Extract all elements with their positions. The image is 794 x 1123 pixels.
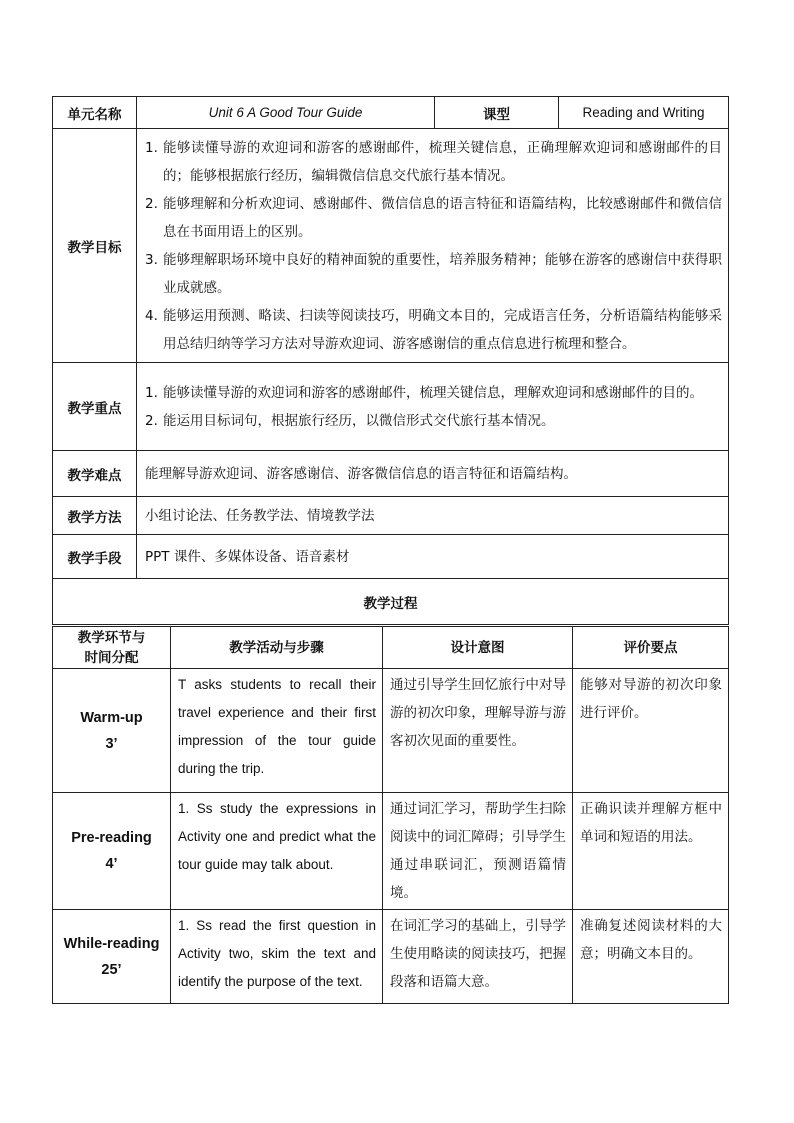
objective-number: 1.	[145, 139, 158, 156]
key-points-content	[137, 363, 729, 451]
evaluation-cell: 正确识读并理解方框中单词和短语的用法。	[573, 793, 729, 910]
column-header-activity: 教学活动与步骤	[171, 627, 383, 669]
intent-cell: 通过词汇学习，帮助学生扫除阅读中的词汇障碍；引导学生通过串联词汇，预测语篇情境。	[383, 793, 573, 910]
process-table	[52, 626, 729, 1004]
table-row	[53, 669, 729, 793]
stage-cell	[53, 669, 171, 793]
stage-time: 3’	[105, 735, 118, 752]
intent-cell: 通过引导学生回忆旅行中对导游的初次印象，理解导游与游客初次见面的重要性。	[383, 669, 573, 793]
type-label: 课型	[435, 97, 559, 129]
key-points-row	[53, 363, 729, 451]
objective-text: 能够理解职场环境中良好的精神面貌的重要性，培养服务精神；能够在游客的感谢信中获得职业成就感。	[163, 251, 722, 296]
objective-number: 3.	[145, 251, 158, 268]
table-row	[53, 793, 729, 910]
difficulties-label: 教学难点	[53, 451, 137, 497]
table-row	[53, 910, 729, 1004]
lesson-info-table	[52, 96, 729, 625]
stage-time: 4’	[105, 856, 118, 872]
activity-cell: T asks students to recall their travel experience and their first impression of the tour guide during the trip.	[171, 669, 383, 793]
process-title: 教学过程	[53, 579, 729, 625]
stage-cell	[53, 910, 171, 1004]
key-points-label: 教学重点	[53, 363, 137, 451]
objective-text: 能够理解和分析欢迎词、感谢邮件、微信信息的语言特征和语篇结构，比较感谢邮件和微信信息在书面用语上的区别。	[163, 195, 722, 240]
objective-item	[137, 302, 728, 358]
key-point-text: 能够读懂导游的欢迎词和游客的感谢邮件，梳理关键信息，理解欢迎词和感谢邮件的目的。	[163, 384, 703, 401]
stage-name: Warm-up	[80, 709, 143, 726]
difficulties-row	[53, 451, 729, 497]
key-point-number: 2.	[145, 412, 158, 429]
evaluation-cell: 准确复述阅读材料的大意；明确文本目的。	[573, 910, 729, 1004]
objective-text: 能够读懂导游的欢迎词和游客的感谢邮件，梳理关键信息，正确理解欢迎词和感谢邮件的目的；能够根据旅行经历，编辑微信信息交代旅行基本情况。	[163, 139, 722, 184]
stage-name: Pre-reading	[71, 830, 152, 846]
objective-text: 能够运用预测、略读、扫读等阅读技巧，明确文本目的，完成语言任务，分析语篇结构能够采用总结归纳等学习方法对导游欢迎词、游客感谢信的重点信息进行梳理和整合。	[163, 307, 722, 352]
stage-cell	[53, 793, 171, 910]
objectives-label: 教学目标	[53, 129, 137, 363]
unit-row	[53, 97, 729, 129]
methods-row	[53, 497, 729, 535]
stage-name: While-reading	[63, 935, 160, 952]
process-title-row	[53, 579, 729, 625]
activity-cell: 1. Ss read the first question in Activity two, skim the text and identify the purpose of the text.	[171, 910, 383, 1004]
intent-cell: 在词汇学习的基础上，引导学生使用略读的阅读技巧，把握段落和语篇大意。	[383, 910, 573, 1004]
means-text: PPT 课件、多媒体设备、语音素材	[137, 535, 729, 579]
column-header-stage: 教学环节与 时间分配	[53, 627, 171, 669]
objective-item	[137, 190, 728, 246]
activity-cell: 1. Ss study the expressions in Activity one and predict what the tour guide may talk about.	[171, 793, 383, 910]
column-header-intent: 设计意图	[383, 627, 573, 669]
objectives-row	[53, 129, 729, 363]
means-row	[53, 535, 729, 579]
objectives-content	[137, 129, 729, 363]
unit-value: Unit 6 A Good Tour Guide	[137, 97, 435, 129]
methods-text: 小组讨论法、任务教学法、情境教学法	[137, 497, 729, 535]
methods-label: 教学方法	[53, 497, 137, 535]
objective-number: 2.	[145, 195, 158, 212]
stage-time: 25’	[101, 961, 122, 978]
type-value: Reading and Writing	[559, 97, 729, 129]
evaluation-cell: 能够对导游的初次印象进行评价。	[573, 669, 729, 793]
objective-number: 4.	[145, 307, 158, 324]
difficulties-text: 能理解导游欢迎词、游客感谢信、游客微信信息的语言特征和语篇结构。	[137, 451, 729, 497]
key-point-item	[137, 407, 728, 435]
objective-item	[137, 134, 728, 190]
key-point-text: 能运用目标词句，根据旅行经历，以微信形式交代旅行基本情况。	[163, 412, 555, 429]
objective-item	[137, 246, 728, 302]
unit-label: 单元名称	[53, 97, 137, 129]
means-label: 教学手段	[53, 535, 137, 579]
key-point-item	[137, 379, 728, 407]
process-header-row	[53, 627, 729, 669]
key-point-number: 1.	[145, 384, 158, 401]
column-header-evaluation: 评价要点	[573, 627, 729, 669]
